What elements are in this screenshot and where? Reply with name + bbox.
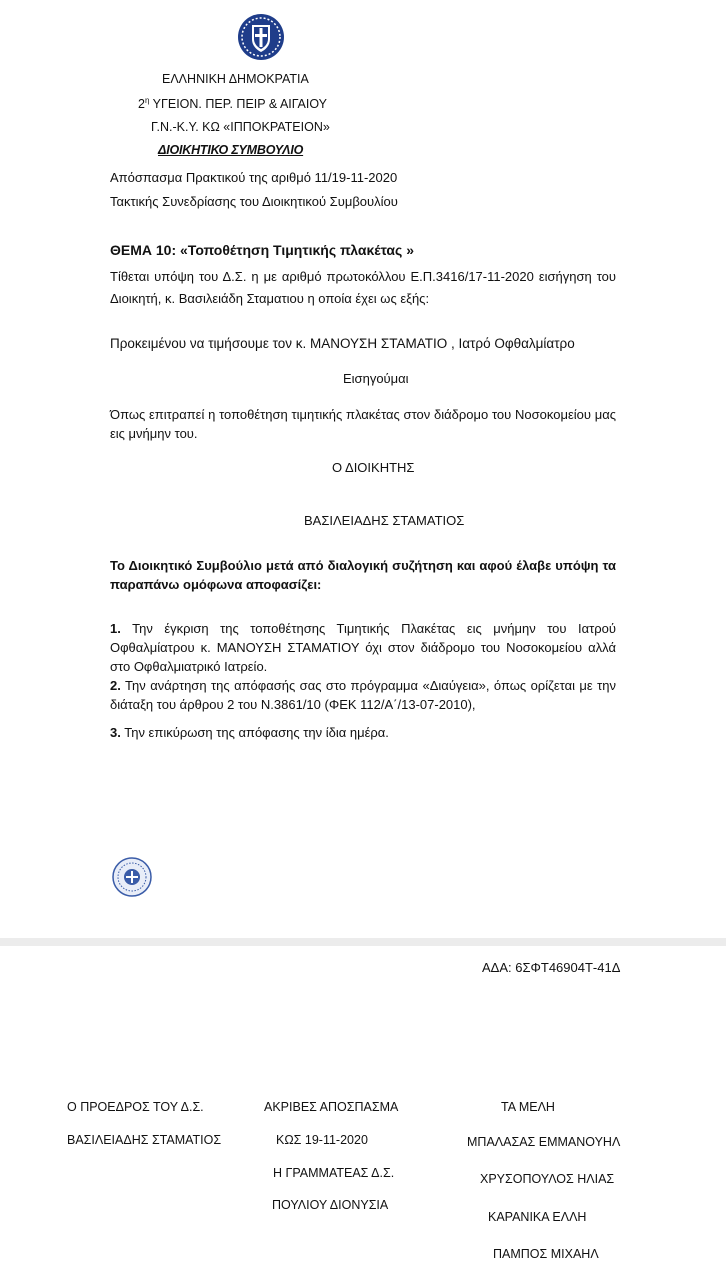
president-name: ΒΑΣΙΛΕΙΑΔΗΣ ΣΤΑΜΑΤΙΟΣ (67, 1133, 222, 1147)
decision-item-3: 3. Την επικύρωση της απόφασης την ίδια ημέρα. (110, 725, 389, 740)
header-health-region: $2^\eta$ ΥΓΕΙΟΝ. ΠΕΡ. ΠΕΙΡ & ΑΙΓΑΙΟΥ (138, 96, 327, 112)
seal-stamp-icon (110, 856, 154, 898)
subject-title: ΘΕΜΑ 10: «Τοποθέτηση Τιμητικής πλακέτας » (110, 242, 414, 258)
ada-code: ΑΔΑ: 6ΣΦΤ46904Τ-41Δ (482, 960, 621, 975)
member-1: ΜΠΑΛΑΣΑΣ ΕΜΜΑΝΟΥΗΛ (467, 1135, 621, 1149)
signer-title: Ο ΔΙΟΙΚΗΤΗΣ (332, 460, 415, 475)
signer-name: ΒΑΣΙΛΕΙΑΔΗΣ ΣΤΑΜΑΤΙΟΣ (304, 513, 465, 528)
propose-label: Εισηγούμαι (343, 371, 409, 386)
exact-copy-label: ΑΚΡΙΒΕΣ ΑΠΟΣΠΑΣΜΑ (264, 1100, 399, 1114)
decision-item-1: 1. Την έγκριση της τοποθέτησης Τιμητικής Πλακέτας εις μνήμην του Ιατρού Οφθαλμίατρου κ. ΜΑΝΟΥΣΗ ΣΤΑΜΑΤΙΟΥ όχι στον διάδρομο του Νοσοκομείου αλλά στο Οφθαλμιατρικό Ιατρείο. (110, 621, 616, 674)
extract-line-1: Απόσπασμα Πρακτικού της αριθμό 11/19-11-2020 (110, 170, 398, 185)
proposal-paragraph: Όπως επιτραπεί η τοποθέτηση τιμητικής πλακέτας στον διάδρομο του Νοσοκομείου μας εις μνήμην του. (110, 407, 616, 441)
place-date: ΚΩΣ 19-11-2020 (276, 1133, 368, 1147)
members-title: ΤΑ ΜΕΛΗ (501, 1100, 555, 1114)
secretary-name: ΠΟΥΛΙΟΥ ΔΙΟΝΥΣΙΑ (272, 1198, 389, 1212)
header-country: ΕΛΛΗΝΙΚΗ ΔΗΜΟΚΡΑΤΙΑ (162, 72, 309, 86)
greek-emblem-icon (236, 12, 286, 62)
member-4: ΠΑΜΠΟΣ ΜΙΧΑΗΛ (493, 1247, 599, 1261)
member-2: ΧΡΥΣΟΠΟΥΛΟΣ ΗΛΙΑΣ (480, 1172, 615, 1186)
page-divider (0, 938, 726, 946)
member-3: ΚΑΡΑΝΙΚΑ ΕΛΛΗ (488, 1210, 587, 1224)
decision-item-2: 2. Την ανάρτηση της απόφασής σας στο πρόγραμμα «Διαύγεια», όπως ορίζεται με την διάταξη του άρθρου 2 του Ν.3861/10 (ΦΕΚ 112/Α΄/13-07-2010), (110, 678, 616, 712)
secretary-title: Η ΓΡΑΜΜΑΤΕΑΣ Δ.Σ. (273, 1166, 395, 1180)
decision-intro: Το Διοικητικό Συμβούλιο μετά από διαλογική συζήτηση και αφού έλαβε υπόψη τα παραπάνω ομόφωνα αποφασίζει: (110, 558, 616, 592)
header-board: ΔΙΟΙΚΗΤΙΚΟ ΣΥΜΒΟΥΛΙΟ (158, 143, 304, 157)
intro-paragraph: Τίθεται υπόψη του Δ.Σ. η με αριθμό πρωτοκόλλου Ε.Π.3416/17-11-2020 εισήγηση του Διοικητή, κ. Βασιλειάδη Σταματιου η οποία έχει ως εξής: (110, 269, 616, 306)
honor-paragraph: Προκειμένου να τιμήσουμε τον κ. ΜΑΝΟΥΣΗ ΣΤΑΜΑΤΙΟ , Ιατρό Οφθαλμίατρο (110, 336, 575, 351)
extract-line-2: Τακτικής Συνεδρίασης του Διοικητικού Συμβουλίου (110, 194, 398, 209)
header-hospital: Γ.Ν.-Κ.Υ. ΚΩ «ΙΠΠΟΚΡΑΤΕΙΟΝ» (151, 120, 330, 134)
president-title: Ο ΠΡΟΕΔΡΟΣ ΤΟΥ Δ.Σ. (67, 1100, 204, 1114)
